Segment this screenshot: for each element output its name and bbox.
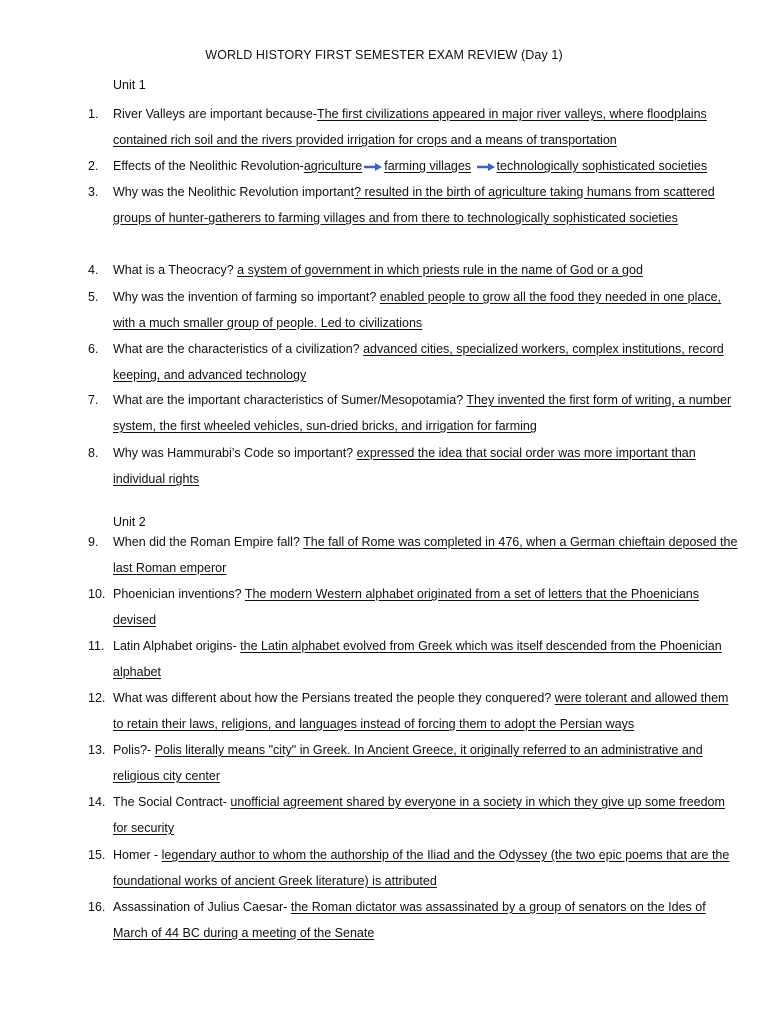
- list-item: [88, 737, 738, 789]
- unit-heading: Unit 2: [113, 515, 146, 529]
- question-text: Latin Alphabet origins-: [113, 639, 241, 653]
- list-item: [88, 789, 738, 841]
- item-number: 8.: [88, 446, 99, 460]
- item-number: 16.: [88, 900, 106, 914]
- question-text: The Social Contract-: [113, 795, 231, 809]
- answer-text: expressed the idea that social order was more important than individual rights: [113, 446, 696, 486]
- list-item: [88, 179, 738, 231]
- item-number: 1.: [88, 107, 99, 121]
- answer-text: agriculture: [303, 159, 363, 173]
- answer-text: were tolerant and allowed them to retain their laws, religions, and languages instead of forcing them to adopt the Persian ways: [113, 691, 729, 731]
- answer-text: The fall of Rome was completed in 476, when a German chieftain deposed the last Roman emperor: [113, 535, 738, 575]
- question-text: Polis?-: [113, 743, 155, 757]
- item-number: 3.: [88, 185, 99, 199]
- list-item: [88, 894, 738, 946]
- list-item: [88, 101, 738, 153]
- right-arrow-icon: [364, 162, 382, 172]
- item-number: 2.: [88, 159, 99, 173]
- answer-text: farming villages: [384, 159, 472, 173]
- question-text: When did the Roman Empire fall?: [113, 535, 304, 549]
- item-number: 4.: [88, 263, 99, 277]
- question-text: What is a Theocracy?: [113, 263, 238, 277]
- item-number: 12.: [88, 691, 106, 705]
- answer-text: ? resulted in the birth of agriculture taking humans from scattered groups of hunter-gatherers to farming villages and from there to technologically sophisticated societies: [113, 185, 715, 225]
- answer-text: enabled people to grow all the food they needed in one place, with a much smaller group of people. Led to civilizations: [113, 290, 722, 330]
- question-text: Phoenician inventions?: [113, 587, 245, 601]
- list-item: [88, 529, 738, 581]
- answer-text: technologically sophisticated societies: [496, 159, 708, 173]
- question-text: Homer -: [113, 848, 162, 862]
- answer-text: the Latin alphabet evolved from Greek which was itself descended from the Phoenician alphabet: [113, 639, 722, 679]
- question-text: Why was the invention of farming so important?: [113, 290, 380, 304]
- answer-text: legendary author to whom the authorship of the Iliad and the Odyssey (the two epic poems that are the foundational works of ancient Greek literature) is attributed: [113, 848, 730, 888]
- item-number: 15.: [88, 848, 106, 862]
- answer-text: Polis literally means "city" in Greek. In Ancient Greece, it originally referred to an administrative and religious city center: [113, 743, 703, 783]
- list-item: [88, 153, 738, 179]
- page-title: WORLD HISTORY FIRST SEMESTER EXAM REVIEW (Day 1): [205, 48, 563, 62]
- answer-text: advanced cities, specialized workers, complex institutions, record keeping, and advanced technology: [113, 342, 724, 382]
- list-item: [88, 336, 738, 388]
- question-text: Effects of the Neolithic Revolution-: [113, 159, 304, 173]
- answer-text: a system of government in which priests rule in the name of God or a god: [237, 263, 643, 277]
- question-text: River Valleys are important because-: [113, 107, 318, 121]
- item-number: 9.: [88, 535, 99, 549]
- question-text: Assassination of Julius Caesar-: [113, 900, 291, 914]
- item-number: 7.: [88, 393, 99, 407]
- item-number: 14.: [88, 795, 106, 809]
- right-arrow-icon: [477, 162, 495, 172]
- unit-heading: Unit 1: [113, 78, 146, 92]
- question-text: What are the important characteristics of Sumer/Mesopotamia?: [113, 393, 467, 407]
- list-item: [88, 387, 738, 439]
- question-text: Why was Hammurabi’s Code so important?: [113, 446, 357, 460]
- item-number: 10.: [88, 587, 106, 601]
- item-number: 6.: [88, 342, 99, 356]
- answer-text: The first civilizations appeared in major river valleys, where floodplains contained rich soil and the rivers provided irrigation for crops and a means of transportation: [113, 107, 707, 147]
- item-number: 11.: [88, 639, 105, 653]
- answer-text: The modern Western alphabet originated from a set of letters that the Phoenicians devised: [113, 587, 700, 627]
- answer-text: unofficial agreement shared by everyone in a society in which they give up some freedom for security: [113, 795, 725, 835]
- answer-text: They invented the first form of writing, a number system, the first wheeled vehicles, sun-dried bricks, and irrigation for farming: [113, 393, 732, 433]
- list-item: [88, 440, 738, 492]
- question-text: What are the characteristics of a civilization?: [113, 342, 364, 356]
- list-item: [88, 284, 738, 336]
- list-item: [88, 581, 738, 633]
- question-text: Why was the Neolithic Revolution important: [113, 185, 355, 199]
- list-item: [88, 842, 738, 894]
- list-item: [88, 257, 738, 283]
- item-number: 13.: [88, 743, 106, 757]
- list-item: [88, 685, 738, 737]
- answer-text: the Roman dictator was assassinated by a group of senators on the Ides of March of 44 BC during a meeting of the Senate: [113, 900, 706, 940]
- item-number: 5.: [88, 290, 99, 304]
- list-item: [88, 633, 738, 685]
- question-text: What was different about how the Persians treated the people they conquered?: [113, 691, 555, 705]
